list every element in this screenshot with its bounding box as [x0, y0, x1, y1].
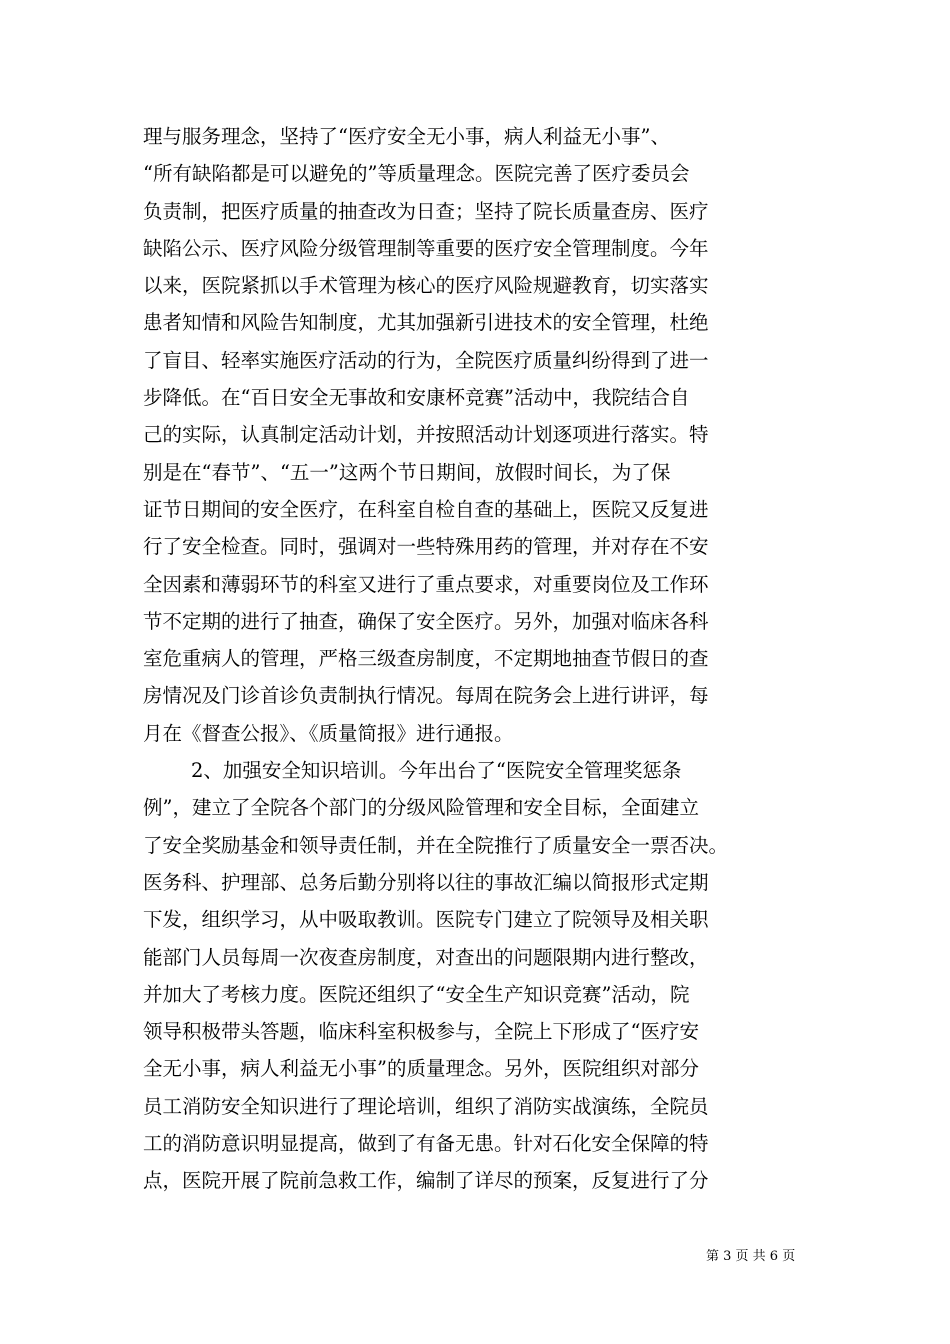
paragraph-start-line: 2、加强安全知识培训。今年出台了“医院安全管理奖惩条	[191, 759, 682, 783]
text-line: 全无小事，病人利益无小事”的质量理念。另外，医院组织对部分	[143, 1057, 699, 1081]
text-line: “所有缺陷都是可以避免的”等质量理念。医院完善了医疗委员会	[143, 162, 690, 186]
text-line: 了盲目、轻率实施医疗活动的行为，全院医疗质量纠纷得到了进一	[143, 348, 709, 372]
text-line: 了安全奖励基金和领导责任制，并在全院推行了质量安全一票否决。	[143, 833, 729, 857]
text-line: 理与服务理念，坚持了“医疗安全无小事，病人利益无小事”、	[143, 125, 670, 148]
text-line: 缺陷公示、医疗风险分级管理制等重要的医疗安全管理制度。今年	[143, 236, 709, 260]
text-line: 己的实际，认真制定活动计划，并按照活动计划逐项进行落实。特	[143, 423, 709, 447]
text-line: 别是在“春节”、“五一”这两个节日期间，放假时间长，为了保	[143, 460, 671, 484]
text-line: 点，医院开展了院前急救工作，编制了详尽的预案，反复进行了分	[143, 1169, 709, 1193]
text-line: 全因素和薄弱环节的科室又进行了重点要求，对重要岗位及工作环	[143, 572, 709, 596]
text-line: 并加大了考核力度。医院还组织了“安全生产知识竞赛”活动，院	[143, 982, 690, 1006]
text-line: 月在《督查公报》、《质量简报》进行通报。	[143, 721, 514, 745]
text-line: 行了安全检查。同时，强调对一些特殊用药的管理，并对存在不安	[143, 535, 709, 559]
text-line: 工的消防意识明显提高，做到了有备无患。针对石化安全保障的特	[143, 1132, 709, 1156]
text-line: 步降低。在“百日安全无事故和安康杯竞赛”活动中，我院结合自	[143, 386, 690, 410]
text-line: 房情况及门诊首诊负责制执行情况。每周在院务会上进行讲评，每	[143, 684, 709, 708]
text-line: 下发，组织学习，从中吸取教训。医院专门建立了院领导及相关职	[143, 908, 709, 932]
text-line: 节不定期的进行了抽查，确保了安全医疗。另外，加强对临床各科	[143, 609, 709, 633]
text-line: 患者知情和风险告知制度，尤其加强新引进技术的安全管理，杜绝	[143, 311, 709, 335]
text-line: 负责制，把医疗质量的抽查改为日查；坚持了院长质量查房、医疗	[143, 199, 709, 223]
text-line: 员工消防安全知识进行了理论培训，组织了消防实战演练，全院员	[143, 1094, 709, 1118]
text-line: 领导积极带头答题，临床科室积极参与，全院上下形成了“医疗安	[143, 1020, 699, 1044]
body-text	[143, 118, 823, 1200]
text-line: 以来，医院紧抓以手术管理为核心的医疗风险规避教育，切实落实	[143, 274, 709, 298]
text-line: 例”，建立了全院各个部门的分级风险管理和安全目标，全面建立	[143, 796, 699, 820]
text-line: 证节日期间的安全医疗，在科室自检自查的基础上，医院又反复进	[143, 497, 709, 521]
text-line: 室危重病人的管理，严格三级查房制度，不定期地抽查节假日的查	[143, 647, 709, 671]
text-line: 能部门人员每周一次夜查房制度，对查出的问题限期内进行整改，	[143, 945, 709, 969]
page-number-footer: 第 3 页 共 6 页	[706, 1249, 796, 1264]
text-line: 医务科、护理部、总务后勤分别将以往的事故汇编以简报形式定期	[143, 870, 709, 894]
